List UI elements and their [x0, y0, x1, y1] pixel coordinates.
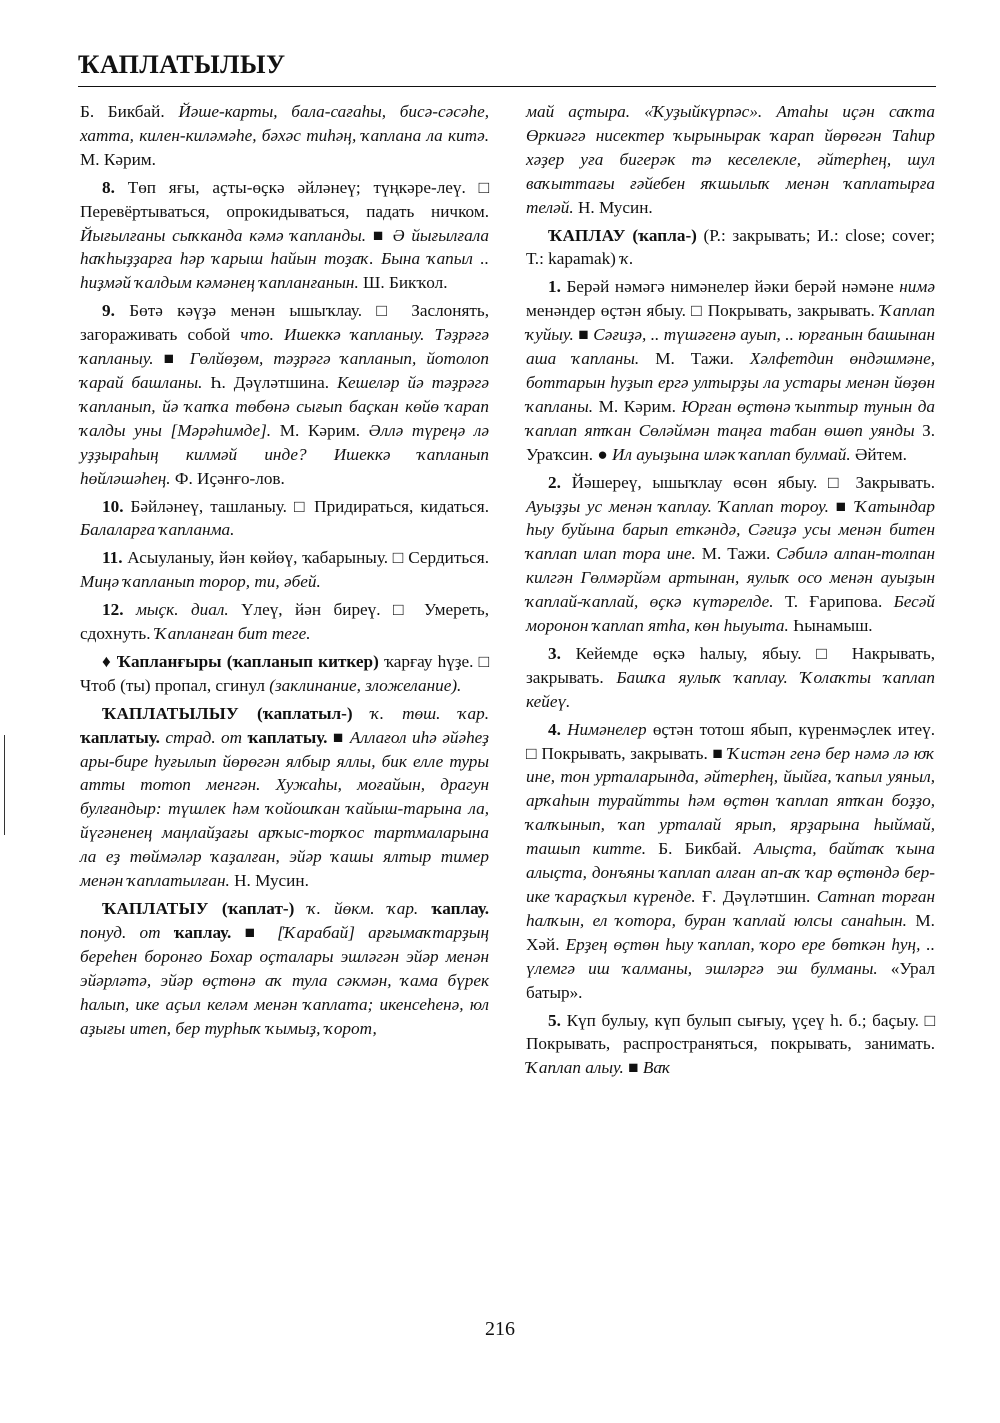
entry-paragraph: 12. мыҫк. диал. Үлеү, йән биреү. □ Умереть, сдохнуть. Ҡапланған бит теге.	[80, 600, 490, 644]
running-head: ҠАПЛАТЫЛЫУ	[78, 50, 286, 79]
right-column	[526, 100, 935, 1080]
entry-paragraph: ҠАПЛАУ (ҡапла-) (Р.: закрывать; И.: close; cover; Т.: kapamak) ҡ.	[526, 225, 935, 269]
entry-paragraph: 2. Йәшереү, ышыҡлау өсөн ябыу. □ Закрывать. Ауыҙҙы ус менән ҡаплау. Ҡаплап тороу. ■ Ҡатындар һыу буйына барып еткәндә, Сәғиҙә усы менән битен ҡаплап илап тора ине. М. Тажи. Сәбилә алпан-толпан килгән Гөлмәрйәм артынан, яулыҡ осо менән ауыҙын ҡаплай-ҡаплай, өҫкә күтәрелде. Т. Ғарипова. Бесәй моронон ҡаплап ятһа, көн һыуыта. Һынамыш.	[526, 472, 936, 636]
entry-paragraph: 9. Бөтә кәүҙә менән ышыҡлау. □ Заслонять, загораживать собой что. Ишеккә ҡапланыу. Тәҙрәгә ҡапланыу. ■ Гөлйөҙөм, тәҙрәгә ҡапланып, йотолоп ҡарай башланы. Һ. Дәүләтшина. Кешеләр йә тәҙрәгә ҡапланып, йә ҡапҡа төбөнә сығып баҫкан көйө ҡарап ҡалды уны [Мәрәһимде]. М. Кәрим. Әллә түреңә лә уҙҙыраһың килмәй инде? Ишеккә ҡапланып һөйләшәһең. Ф. Иҫәнғо-лов.	[80, 301, 490, 488]
entry-paragraph: 4. Нимәнелер өҫтән тотош ябып, күренмәҫлек итеү. □ Покрывать, закрывать. ■ Ҡистән генә бер нәмә лә юҡ ине, тон урталарында, әйтерһең, йыйға, ҡапыл уяныл, арҡаһын турайтты һәм өҫтөн ҡаплап ятҡан боҙҙо, ҡалҡынып, ҡап урталай ярып, ярҙарына һыймай, ташып китте. Б. Бикбай. Алыҫта, байтаҡ ҡына алыҫта, донъяны ҡаплап алған ап-аҡ ҡар өҫтөндә бер-ике ҡараҫҡыл күренде. Ғ. Дәүләтшин. Сатнап торған һалҡын, ел ҡотора, буран ҡаплай юлсы санаһын. М. Хәй. Ерҙең өҫтөн һыу ҡаплап, ҡоро ере бөткән һуң, .. үлемгә иш ҡалманы, эшләргә эш булманы. «Урал батыр».	[526, 719, 936, 1002]
page-number: 216	[485, 1318, 515, 1340]
left-column	[80, 100, 489, 1040]
entry-paragraph: 1. Берәй нәмәгә нимәнелер йәки берәй нәмәне нимә менәндер өҫтән ябыу. □ Покрывать, закрывать. Ҡаплап ҡуйыу. ■ Сәғиҙә, .. түшәгенә ауып, .. юрғанын башынан аша ҡапланы. М. Тажи. Хәлфетдин өндәшмәне, боттарын һуҙып ергә ултырҙы ла устары менән йөҙөн ҡапланы. М. Кәрим. Юрған өҫтөнә ҡыптыр тунын да ҡаплап ятҡан Сөләймән таңға табан өшөп уянды З. Ураҡсин. ● Ил ауыҙына иләк ҡаплап булмай. Әйтем.	[526, 277, 935, 464]
entry-paragraph: 8. Төп яғы, аҫты-өҫкә әйләнеү; түңкәре-леү. □ Перевёртываться, опрокидываться, падать ничком. Йығылғаны сыҡканда кәмә ҡапланды. ■ Ә йығылғала һаҡһыҙҙарға һәр ҡарыш һайын тоҙаҡ. Бына ҡапыл .. һиҙмәй ҡалдым кәмәнең ҡапланғанын. Ш. Бикҡол.	[80, 177, 489, 293]
margin-mark	[4, 735, 5, 835]
entry-paragraph: 11. Асыуланыу, йән көйөү, ҡабарыныу. □ Сердиться. Миңә ҡапланып торор, ти, әбей.	[80, 548, 489, 592]
entry-paragraph: ҠАПЛАТЫЛЫУ (ҡаплатыл-) ҡ. төш. ҡар. ҡаплатыу. страд. от ҡаплатыу. ■ Аллағол иһә әйәһеҙ ары-бире һуғылып йөрөгән ялбыр яллы, бик елле туры атты тотоп менгән. Хужаһы, моғайын, драгун булғандыр: түшлек һәм ҡойошҡан ҡайыш-тарына ла, йүгәненең маңлайҙағы арҡыс-торҡос тартмаларына ла еҙ төймәләр ҡаҙалған, эйәр ҡашы ялтыр тимер менән ҡаплатылған. Н. Мусин.	[80, 703, 490, 891]
entry-paragraph: май аҫтыра. «Ҡуҙыйкүрпәс». Атаһы иҫән саҡта Өркиәгә нисектер ҡырынырак ҡарап йөрөгән Таһир хәҙер уға бигерәк тә кеселекле, әйтерһең, шул ваҡыттағы ғәйебен яҡшылыҡ менән ҡаплатырға теләй. Н. Мусин.	[526, 102, 935, 217]
header-rule	[78, 86, 936, 87]
entry-paragraph: Б. Бикбай. Йәше-карты, бала-сағаһы, бисә-сәсәһе, хатта, килен-киләмәһе, бәхәс тиһәң, ҡаплана ла китә. М. Кәрим.	[80, 102, 489, 169]
entry-paragraph: ♦ Ҡапланғыры (ҡапланып киткер) ҡарғау һүҙе. □ Чтоб (ты) пропал, сгинул (заклинание, зложелание).	[80, 651, 489, 695]
entry-paragraph: 3. Кейемде өҫкә һалыу, ябыу. □ Накрывать, закрывать. Башҡа яулыҡ ҡаплау. Ҡолаҡты ҡаплап кейеү.	[526, 643, 935, 711]
entry-paragraph: ҠАПЛАТЫУ (ҡаплат-) ҡ. йөкм. ҡар. ҡаплау. понуд. от ҡаплау. ■ [Ҡарабай] арғымаҡтарҙың береһен боронғо Бохар оҫталары эшләгән эйәр менән эйәрләтә, эйәр өҫтөнә аҡ тула сәкмән, ҡама бүрек һалып, ике аҫыл келәм менән ҡаплата; икенсеһенә, юл аҙығы итеп, бер турһыҡ ҡымыҙ, ҡорот,	[80, 899, 490, 1038]
entry-paragraph: 10. Бәйләнеү, ташланыу. □ Придираться, кидаться. Балаларға ҡапланма.	[80, 496, 489, 540]
entry-paragraph: 5. Күп булыу, күп булып сығыу, үҫеү һ. б.; баҫыу. □ Покрывать, распространяться, покрывать, занимать. Ҡаплап алыу. ■ Ваҡ	[526, 1010, 935, 1078]
